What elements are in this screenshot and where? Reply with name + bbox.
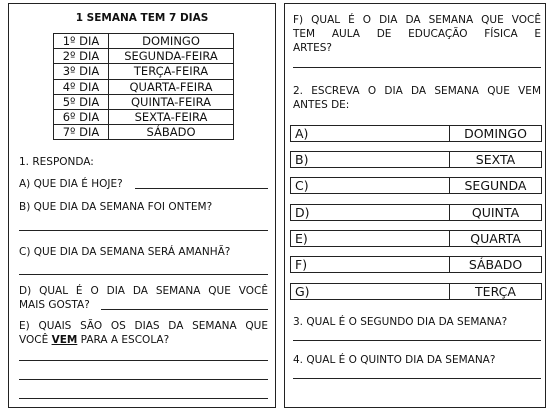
box-letter: D) (295, 205, 310, 220)
day-number: 5º DIA (54, 94, 109, 109)
question-1-heading: 1. RESPONDA: (19, 156, 94, 168)
box-day: SEGUNDA (464, 178, 527, 193)
day-number: 3º DIA (54, 64, 109, 79)
question-f-line-3: ARTES? (293, 42, 333, 54)
question-e-line-1: E) QUAIS SÃO OS DIAS DA SEMANA QUE (19, 320, 268, 332)
answer-line-a[interactable] (135, 188, 268, 189)
answer-box-d[interactable] (290, 204, 542, 221)
table-row (54, 94, 234, 109)
day-name: SEXTA-FEIRA (109, 109, 234, 124)
question-a: A) QUE DIA É HOJE? (19, 178, 123, 190)
worksheet-title: 1 SEMANA TEM 7 DIAS (75, 12, 209, 24)
answer-box-c[interactable] (290, 177, 542, 194)
days-of-week-table (53, 33, 234, 140)
table-row (54, 64, 234, 79)
answer-line-c[interactable] (19, 274, 268, 275)
box-letter: F) (295, 257, 308, 272)
question-f-line-2: TEM AULA DE EDUCAÇÃO FÍSICA E (293, 28, 541, 40)
answer-line-4[interactable] (293, 378, 541, 379)
box-letter: B) (295, 152, 309, 167)
answer-line-3[interactable] (293, 340, 541, 341)
box-day: TERÇA (475, 284, 516, 299)
question-4: 4. QUAL É O QUINTO DIA DA SEMANA? (293, 354, 496, 366)
question-f-line-1: F) QUAL É O DIA DA SEMANA QUE VOCÊ (293, 14, 541, 26)
box-day: SEXTA (475, 152, 516, 167)
day-name: QUARTA-FEIRA (109, 79, 234, 94)
answer-line-d[interactable] (101, 309, 268, 310)
question-e-line-2 (19, 333, 169, 347)
question-3: 3. QUAL É O SEGUNDO DIA DA SEMANA? (293, 316, 508, 328)
answer-box-b[interactable] (290, 151, 542, 168)
box-letter: G) (295, 284, 310, 299)
box-day: QUARTA (470, 231, 521, 246)
day-number: 1º DIA (54, 34, 109, 49)
question-2-line-1: 2. ESCREVA O DIA DA SEMANA QUE VEM (293, 85, 541, 97)
answer-line-e-3[interactable] (19, 398, 268, 399)
box-letter: A) (295, 126, 309, 141)
answer-line-e-1[interactable] (19, 360, 268, 361)
day-number: 6º DIA (54, 109, 109, 124)
box-day: QUINTA (471, 205, 520, 220)
box-letter: E) (295, 231, 308, 246)
answer-box-g[interactable] (290, 283, 542, 300)
table-row (54, 49, 234, 64)
day-name: TERÇA-FEIRA (109, 64, 234, 79)
day-name: SÁBADO (109, 125, 234, 140)
answer-box-f[interactable] (290, 256, 542, 273)
box-day: SÁBADO (468, 257, 523, 272)
question-d-line-2: MAIS GOSTA? (19, 299, 90, 311)
box-day: DOMINGO (464, 126, 527, 141)
question-d-line-1: D) QUAL É O DIA DA SEMANA QUE VOCÊ (19, 285, 268, 297)
answer-box-e[interactable] (290, 230, 542, 247)
day-name: QUINTA-FEIRA (109, 94, 234, 109)
question-b: B) QUE DIA DA SEMANA FOI ONTEM? (19, 201, 213, 213)
right-worksheet-panel (284, 3, 546, 408)
question-2-line-2: ANTES DE: (293, 99, 350, 111)
answer-box-a[interactable] (290, 125, 542, 142)
answer-line-e-2[interactable] (19, 379, 268, 380)
table-row (54, 34, 234, 49)
day-number: 7º DIA (54, 125, 109, 140)
table-row (54, 125, 234, 140)
box-letter: C) (295, 178, 309, 193)
question-e-text: VOCÊ (19, 334, 52, 346)
day-number: 2º DIA (54, 49, 109, 64)
table-row (54, 109, 234, 124)
question-e-emphasis: VEM (51, 334, 78, 346)
left-worksheet-panel (8, 3, 276, 408)
question-e-text-end: PARA A ESCOLA? (77, 334, 170, 346)
day-name: SEGUNDA-FEIRA (109, 49, 234, 64)
question-c: C) QUE DIA DA SEMANA SERÁ AMANHÃ? (19, 246, 231, 258)
day-number: 4º DIA (54, 79, 109, 94)
answer-line-b[interactable] (19, 230, 268, 231)
table-row (54, 79, 234, 94)
answer-line-f[interactable] (293, 67, 541, 68)
day-name: DOMINGO (109, 34, 234, 49)
